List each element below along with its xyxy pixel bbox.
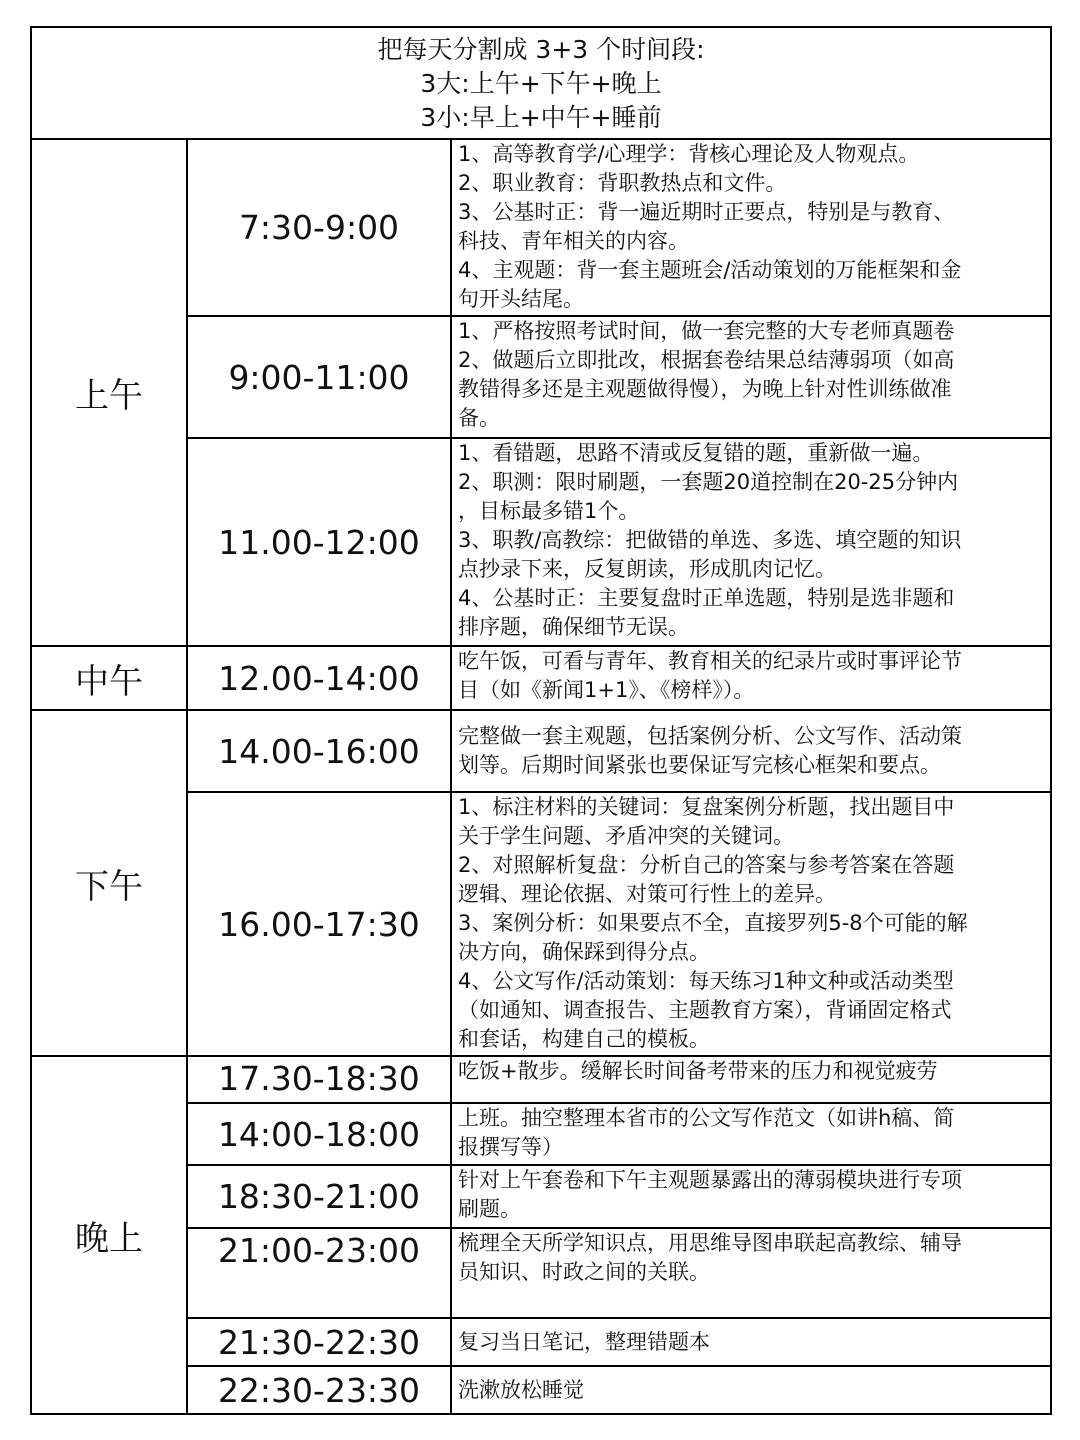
period-evening: 晚上 bbox=[31, 1056, 187, 1414]
table-header bbox=[31, 27, 1051, 139]
table-row bbox=[31, 1056, 1051, 1103]
period-noon: 中午 bbox=[31, 646, 187, 710]
task-line: 1、看错题，思路不清或反复错的题，重新做一遍。 bbox=[458, 441, 934, 465]
task-cell bbox=[451, 1366, 1051, 1414]
task-cell bbox=[451, 710, 1051, 792]
task-line: 2、对照解析复盘：分析自己的答案与参考答案在答题 bbox=[458, 853, 955, 877]
time-cell: 14:00-18:00 bbox=[187, 1103, 451, 1165]
task-line: 排序题，确保细节无误。 bbox=[458, 615, 689, 639]
header-line: 3小:早上+中午+睡前 bbox=[420, 103, 662, 132]
task-line: 2、做题后立即批改，根据套卷结果总结薄弱项（如高 bbox=[458, 348, 955, 372]
table-row bbox=[31, 139, 1051, 316]
task-cell bbox=[451, 1056, 1051, 1103]
task-cell bbox=[451, 438, 1051, 646]
task-line: 决方向，确保踩到得分点。 bbox=[458, 940, 710, 964]
task-cell bbox=[451, 792, 1051, 1056]
task-line: 针对上午套卷和下午主观题暴露出的薄弱模块进行专项 bbox=[458, 1168, 962, 1192]
task-line: 4、主观题：背一套主题班会/活动策划的万能框架和金 bbox=[458, 258, 962, 282]
task-line: 关于学生问题、矛盾冲突的关键词。 bbox=[458, 824, 794, 848]
task-line: 教错得多还是主观题做得慢），为晚上针对性训练做准 bbox=[458, 377, 952, 401]
time-cell: 11.00-12:00 bbox=[187, 438, 451, 646]
task-line: 和套话，构建自己的模板。 bbox=[458, 1027, 710, 1051]
time-cell: 18:30-21:00 bbox=[187, 1165, 451, 1228]
task-line: 1、标注材料的关键词：复盘案例分析题，找出题目中 bbox=[458, 795, 955, 819]
task-cell bbox=[451, 316, 1051, 438]
task-line: 吃饭+散步。缓解长时间备考带来的压力和视觉疲劳 bbox=[458, 1059, 938, 1083]
task-line: 刷题。 bbox=[458, 1197, 521, 1221]
task-line: 点抄录下来，反复朗读，形成肌肉记忆。 bbox=[458, 557, 836, 581]
task-line: 划等。后期时间紧张也要保证写完核心框架和要点。 bbox=[458, 753, 941, 777]
task-line: （如通知、调查报告、主题教育方案），背诵固定格式 bbox=[458, 998, 952, 1022]
task-line: 完整做一套主观题，包括案例分析、公文写作、活动策 bbox=[458, 724, 962, 748]
task-line: 复习当日笔记，整理错题本 bbox=[458, 1329, 710, 1354]
time-cell: 17.30-18:30 bbox=[187, 1056, 451, 1103]
task-line: 3、职教/高教综：把做错的单选、多选、填空题的知识 bbox=[458, 528, 962, 552]
time-cell: 7:30-9:00 bbox=[187, 139, 451, 316]
task-cell bbox=[451, 1228, 1051, 1318]
task-line: 目（如《新闻1+1》、《榜样》）。 bbox=[458, 678, 755, 702]
task-line: 句开头结尾。 bbox=[458, 287, 584, 311]
header-line: 把每天分割成 3+3 个时间段: bbox=[377, 35, 705, 64]
task-line: 3、案例分析：如果要点不全，直接罗列5-8个可能的解 bbox=[458, 911, 968, 935]
task-line: 1、严格按照考试时间，做一套完整的大专老师真题卷 bbox=[458, 319, 955, 343]
period-afternoon: 下午 bbox=[31, 710, 187, 1056]
task-line: 备。 bbox=[458, 406, 500, 430]
task-line: 上班。抽空整理本省市的公文写作范文（如讲h稿、简 bbox=[458, 1106, 955, 1130]
task-line: 员知识、时政之间的关联。 bbox=[458, 1260, 710, 1284]
task-line: 2、职测：限时刷题，一套题20道控制在20-25分钟内 bbox=[458, 470, 959, 494]
time-cell: 14.00-16:00 bbox=[187, 710, 451, 792]
task-line: 4、公基时正：主要复盘时正单选题，特别是选非题和 bbox=[458, 586, 955, 610]
task-line: 报撰写等） bbox=[458, 1135, 563, 1159]
table-row bbox=[31, 646, 1051, 710]
task-cell bbox=[451, 1103, 1051, 1165]
task-line: 逻辑、理论依据、对策可行性上的差异。 bbox=[458, 882, 836, 906]
table-row bbox=[31, 710, 1051, 792]
task-cell bbox=[451, 1318, 1051, 1366]
task-line: 2、职业教育：背职教热点和文件。 bbox=[458, 171, 787, 195]
time-cell: 9:00-11:00 bbox=[187, 316, 451, 438]
time-cell: 12.00-14:00 bbox=[187, 646, 451, 710]
task-line: 3、公基时正：背一遍近期时正要点，特别是与教育、 bbox=[458, 200, 955, 224]
task-line: 科技、青年相关的内容。 bbox=[458, 229, 689, 253]
task-line: 吃午饭，可看与青年、教育相关的纪录片或时事评论节 bbox=[458, 649, 962, 673]
schedule-table bbox=[30, 26, 1052, 1415]
task-line: 4、公文写作/活动策划：每天练习1种文种或活动类型 bbox=[458, 969, 954, 993]
task-line: ，目标最多错1个。 bbox=[458, 499, 640, 523]
time-cell: 22:30-23:30 bbox=[187, 1366, 451, 1414]
task-line: 洗漱放松睡觉 bbox=[458, 1377, 584, 1402]
period-morning: 上午 bbox=[31, 139, 187, 646]
time-cell: 16.00-17:30 bbox=[187, 792, 451, 1056]
task-line: 1、高等教育学/心理学：背核心理论及人物观点。 bbox=[458, 142, 920, 166]
task-cell bbox=[451, 1165, 1051, 1228]
task-cell bbox=[451, 139, 1051, 316]
time-cell: 21:00-23:00 bbox=[187, 1228, 451, 1318]
time-cell: 21:30-22:30 bbox=[187, 1318, 451, 1366]
task-line: 梳理全天所学知识点，用思维导图串联起高教综、辅导 bbox=[458, 1231, 962, 1255]
task-cell bbox=[451, 646, 1051, 710]
header-row bbox=[31, 27, 1051, 139]
header-line: 3大:上午+下午+晚上 bbox=[420, 69, 662, 98]
